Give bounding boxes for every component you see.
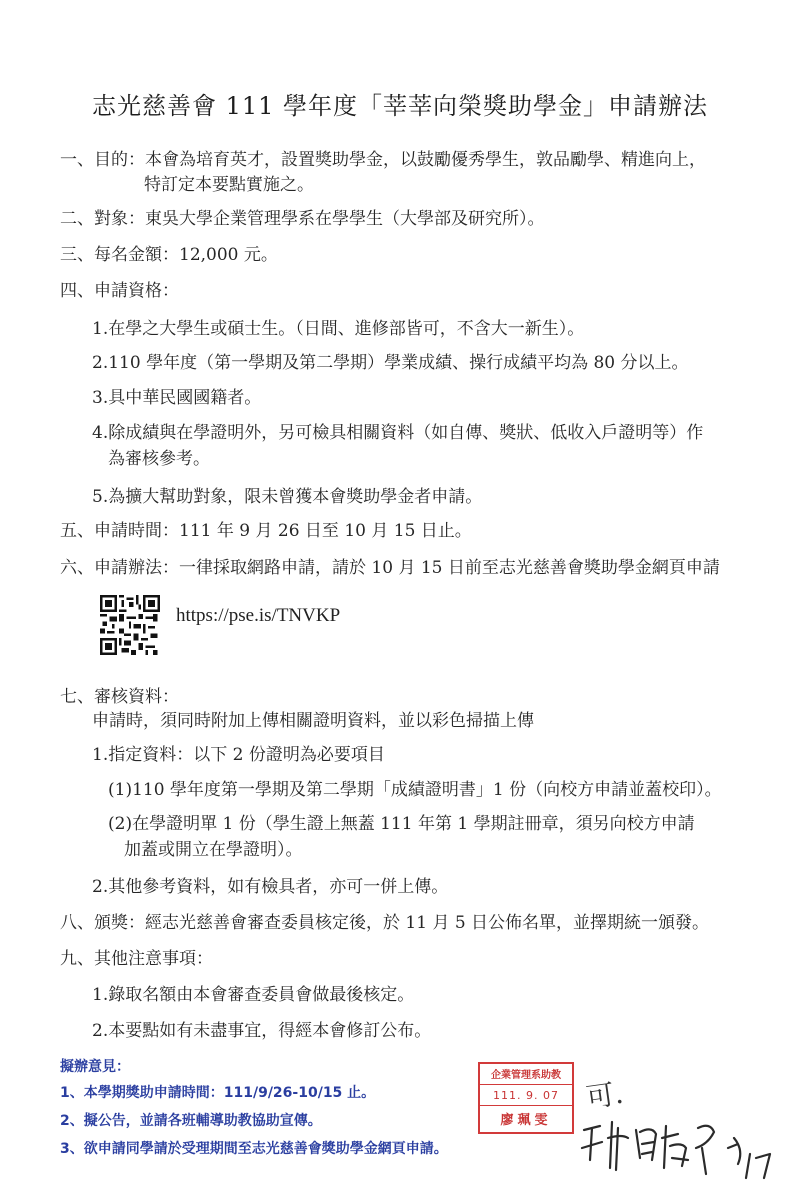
eligibility-item-1: 1.在學之大學生或碩士生。（日間、進修部皆可，不含大一新生）。 bbox=[92, 319, 585, 339]
eligibility-item-4-cont: 為審核參考。 bbox=[108, 449, 210, 469]
opinion-item-2: 2、擬公告，並請各班輔導助教協助宣傳。 bbox=[60, 1113, 322, 1129]
eligibility-item-5: 5.為擴大幫助對象，限未曾獲本會獎助學金者申請。 bbox=[92, 487, 483, 507]
review-item-1: 1.指定資料：以下 2 份證明為必要項目 bbox=[92, 745, 385, 765]
opinion-item-1: 1、本學期獎助申請時間：111/9/26-10/15 止。 bbox=[60, 1085, 376, 1101]
department-stamp bbox=[478, 1062, 574, 1134]
application-url-link[interactable]: https://pse.is/TNVKP bbox=[176, 605, 341, 626]
section-purpose: 一、目的：本會為培育英才，設置獎助學金，以鼓勵優秀學生，敦品勵學、精進向上， bbox=[60, 150, 706, 170]
section-notes: 九、其他注意事項： bbox=[60, 949, 213, 969]
opinion-heading: 擬辦意見： bbox=[60, 1059, 130, 1075]
section-amount: 三、每名金額：12,000 元。 bbox=[60, 245, 278, 265]
review-item-1-1: (1)110 學年度第一學期及第二學期「成績證明書」1 份（向校方申請並蓋校印）。 bbox=[108, 780, 722, 800]
section-target: 二、對象：東吳大學企業管理學系在學學生（大學部及研究所）。 bbox=[60, 209, 545, 229]
approval-mark: 可. bbox=[584, 1076, 626, 1115]
section-application-method: 六、申請辦法：一律採取網路申請，請於 10 月 15 日前至志光慈善會獎助學金網頁申請 bbox=[60, 558, 720, 578]
notes-item-2: 2.本要點如有未盡事宜，得經本會修訂公布。 bbox=[92, 1021, 432, 1041]
stamp-department: 企業管理系助教 bbox=[480, 1064, 572, 1085]
eligibility-item-2: 2.110 學年度（第一學期及第二學期）學業成績、操行成績平均為 80 分以上。 bbox=[92, 353, 689, 373]
opinion-item-3: 3、欲申請同學請於受理期間至志光慈善會獎助學金網頁申請。 bbox=[60, 1141, 448, 1157]
section-award: 八、頒獎：經志光慈善會審查委員核定後，於 11 月 5 日公佈名單，並擇期統一頒發。 bbox=[60, 913, 710, 933]
section-application-time: 五、申請時間：111 年 9 月 26 日至 10 月 15 日止。 bbox=[60, 521, 472, 541]
eligibility-item-4: 4.除成績與在學證明外，另可檢具相關資料（如自傳、獎狀、低收入戶證明等）作 bbox=[92, 423, 704, 443]
section-review-documents: 七、審核資料： bbox=[60, 687, 179, 707]
review-instruction: 申請時，須同時附加上傳相關證明資料，並以彩色掃描上傳 bbox=[92, 711, 534, 731]
stamp-date: 111. 9. 07 bbox=[480, 1085, 572, 1106]
notes-item-1: 1.錄取名額由本會審查委員會做最後核定。 bbox=[92, 985, 415, 1005]
section-purpose-cont: 特訂定本要點實施之。 bbox=[144, 175, 314, 195]
qr-code-icon[interactable] bbox=[100, 595, 160, 655]
stamp-name: 廖珮雯 bbox=[500, 1113, 552, 1128]
review-item-2: 2.其他參考資料，如有檢具者，亦可一併上傳。 bbox=[92, 877, 449, 897]
document-title: 志光慈善會 111 學年度「莘莘向榮獎助學金」申請辦法 bbox=[91, 92, 709, 120]
section-eligibility: 四、申請資格： bbox=[60, 281, 179, 301]
review-item-1-2-cont: 加蓋或開立在學證明）。 bbox=[124, 840, 303, 860]
handwritten-signature-icon bbox=[578, 1108, 778, 1183]
eligibility-item-3: 3.具中華民國國籍者。 bbox=[92, 388, 262, 408]
review-item-1-2: (2)在學證明單 1 份（學生證上無蓋 111 年第 1 學期註冊章，須另向校方申請 bbox=[108, 814, 695, 834]
